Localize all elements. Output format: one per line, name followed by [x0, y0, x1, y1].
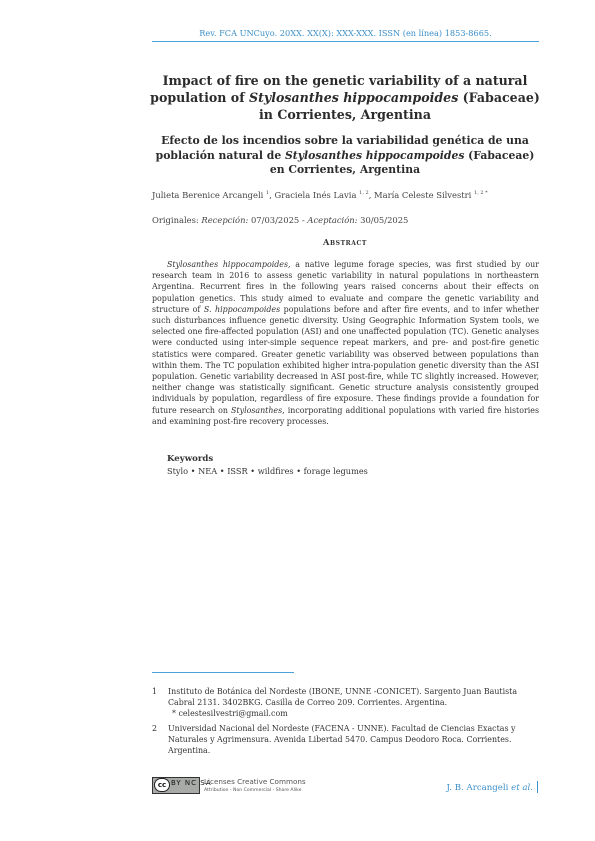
author-name: Julieta Berenice Arcangeli — [152, 190, 264, 200]
submission-dates: Originales: Recepción: 07/03/2025 - Aceptación: 30/05/2025 — [152, 215, 409, 225]
cc-logo-icon: cc — [154, 778, 170, 792]
footnote-number: 1 — [152, 687, 158, 696]
keywords-list: Stylo • NEA • ISSR • wildfires • forage legumes — [167, 466, 368, 476]
title-spanish: Efecto de los incendios sobre la variabilidad genética de una población natural de Stylosanthes hippocampoides (Fabaceae) en Corrientes, Argentina — [155, 134, 535, 176]
title-english: Impact of fire on the genetic variability of a natural population of Stylosanthes hippocampoides (Fabaceae) in Corrientes, Argentina — [150, 73, 540, 122]
abstract-body: Stylosanthes hippocampoides, a native legume forage species, was first studied by our research team in 2016 to assess genetic variability in natural populations in northeastern Argentina. Recurrent fires in the following years raised concerns about their effects on population genetics. This study aimed to evaluate and compare the genetic variability and structure of S. hippocampoides populations before and after fire events, and to infer whether such disturbances influence genetic diversity. Using Geographic Information System tools, we selected one fire-affected population (ASI) and one unaffected population (TC). Genetic analyses were conducted using inter-simple sequence repeat markers, and pre- and post-fire genetic statistics were compared. Greater genetic variability was observed between populations than within them. The TC population exhibited higher intra-population genetic diversity than the ASI population. Genetic variability decreased in ASI post-fire, while TC slightly increased. However, neither change was statistically significant. Genetic structure analysis consistently grouped individuals by population, regardless of fire exposure. These findings provide a foundation for future research on Stylosanthes, incorporating additional populations with varied fire histories and examining post-fire recovery processes. — [152, 260, 540, 426]
license-title: Licenses Creative Commons — [204, 777, 306, 786]
affiliation-sup: 1, 2 — [359, 190, 369, 197]
footnote-2 — [152, 723, 542, 757]
contact-email: * celestesilvestri@gmail.com — [172, 709, 288, 719]
author-list: Julieta Berenice Arcangeli $^1$, Graciela Inés Lavia $^{1, 2}$, María Celeste Silvestri $^{1, 2 *}$ — [152, 190, 488, 200]
affiliation-sup: 1 — [266, 190, 270, 197]
footnote-text: Instituto de Botánica del Nordeste (IBONE, UNNE -CONICET). Sargento Juan Bautista Cabral 2131. 3402BKG. Casilla de Correo 209. Corrientes. Argentina. — [168, 687, 518, 708]
footnote-number: 2 — [152, 724, 158, 733]
cc-terms-icons: BY NC SA — [171, 779, 212, 787]
journal-header: Rev. FCA UNCuyo. 20XX. XX(X): XXX-XXX. ISSN (en línea) 1853-8665. — [199, 28, 492, 38]
author-name: María Celeste Silvestri — [374, 190, 472, 200]
license-subtitle: Attribution - Non Commercial - Share Alike — [204, 788, 302, 793]
footnote-rule — [152, 672, 294, 673]
affiliation-sup: 1, 2 * — [474, 190, 488, 197]
footnote-text: Universidad Nacional del Nordeste (FACENA - UNNE). Facultad de Ciencias Exactas y Naturales y Agrimensura. Avenida Libertad 5470. Campus Deodoro Roca. Corrientes. Argentina. — [168, 724, 516, 756]
author-name: Graciela Inés Lavia — [274, 190, 357, 200]
keywords-heading: Keywords — [167, 454, 214, 464]
footnote-1 — [152, 686, 542, 720]
header-rule — [152, 41, 539, 42]
footer-divider — [537, 781, 538, 793]
running-author: J. B. Arcangeli et al. — [446, 783, 533, 793]
abstract-heading: Abstract — [323, 237, 367, 247]
